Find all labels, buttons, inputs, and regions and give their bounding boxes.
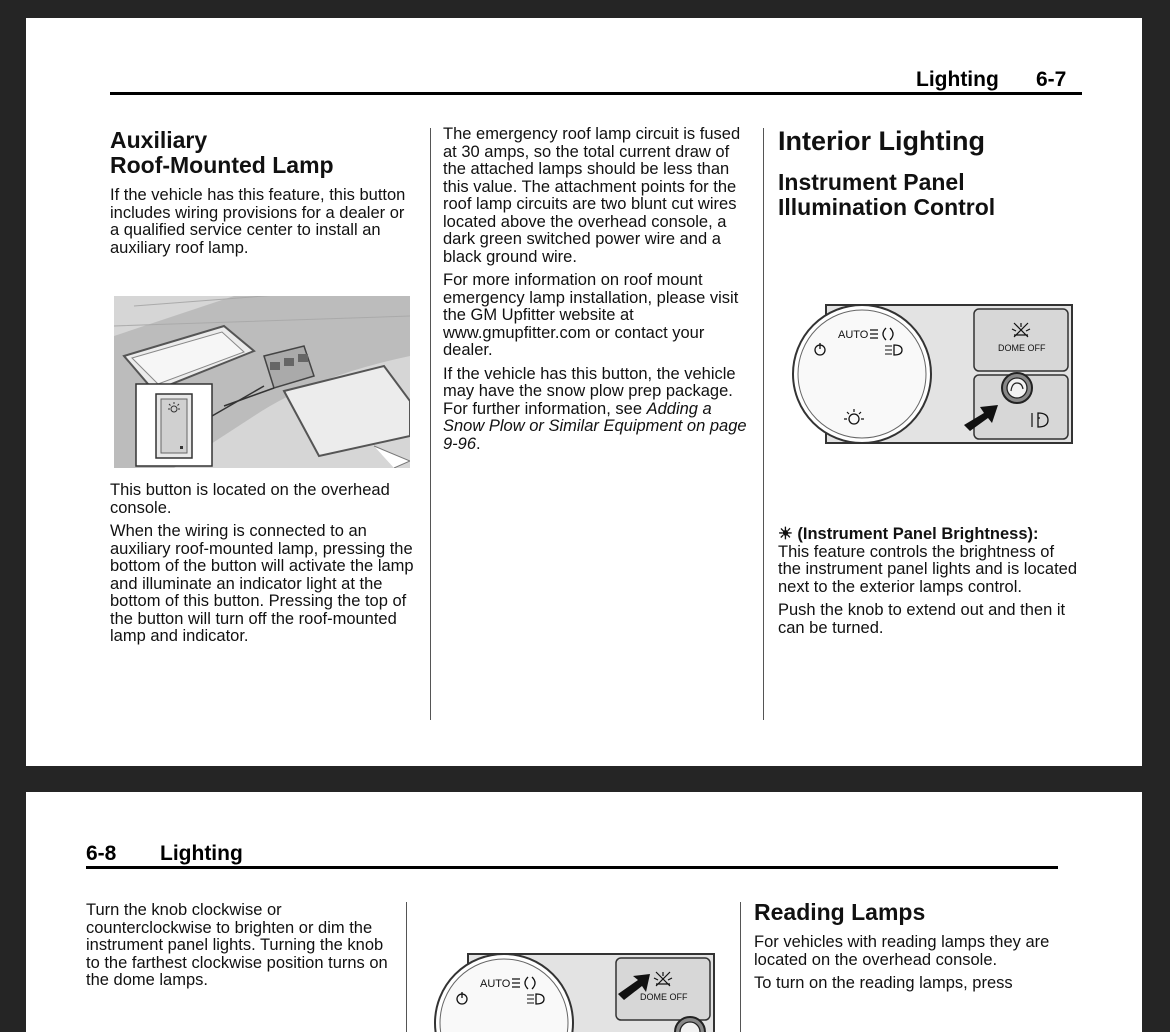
section-heading: Instrument Panel Illumination Control [778, 169, 996, 220]
headlamp-switch-illustration [428, 952, 718, 1032]
column-1-lower [110, 482, 418, 652]
column-divider [430, 128, 431, 720]
paragraph: For vehicles with reading lamps they are located on the overhead console. [754, 933, 1050, 969]
feature-description: This feature controls the brightness of the instrument panel lights and is located next to the exterior lamps control. [778, 542, 1078, 596]
column-3 [778, 126, 1078, 229]
cross-reference: Adding a Snow Plow or Similar Equipment on page 9-96 [443, 399, 747, 453]
manual-page-6-8 [26, 792, 1142, 1032]
paragraph: If the vehicle has this button, the vehicle may have the snow plow prep package. For further information, see Adding a Snow Plow or Similar Equipment on page 9-96. [443, 364, 747, 453]
chapter-heading: Interior Lighting [778, 126, 985, 156]
column-divider [740, 902, 741, 1032]
column-3-lower [778, 526, 1078, 643]
auto-label: AUTO [838, 329, 869, 341]
feature-label: (Instrument Panel Brightness): [797, 525, 1039, 543]
manual-page-6-7 [26, 18, 1142, 766]
header-rule [110, 92, 1082, 95]
column-divider [763, 128, 764, 720]
overhead-console-illustration [114, 296, 410, 468]
header-section-title: Lighting [160, 842, 243, 865]
paragraph: If the vehicle has this feature, this button includes wiring provisions for a dealer or a qualified service center to install an auxiliary roof lamp. [110, 186, 406, 257]
paragraph: Push the knob to extend out and then it can be turned. [778, 601, 1066, 637]
paragraph: The emergency roof lamp circuit is fused at 30 amps, so the total current draw of the attached lamps should be less than this value. The attachment points for the roof lamp circuits are two blunt cut wires located above the overhead console, a dark green switched power wire and a black ground wire. [443, 125, 741, 266]
column-1 [110, 128, 418, 263]
column-2 [443, 126, 753, 459]
header-section-title: Lighting [916, 68, 999, 91]
auto-label: AUTO [480, 978, 511, 990]
paragraph: This button is located on the overhead console. [110, 481, 390, 517]
header-rule [86, 866, 1058, 869]
column-1 [86, 902, 398, 996]
paragraph: For more information on roof mount emergency lamp installation, please visit the GM Upfitter website at www.gmupfitter.com or contact your dealer. [443, 271, 739, 359]
column-3 [754, 900, 1054, 999]
header-page-number: 6-8 [86, 842, 117, 865]
paragraph: Turn the knob clockwise or counterclockwise to brighten or dim the instrument panel lights. Turning the knob to the farthest clockwise position turns on the dome lamps. [86, 901, 388, 989]
section-heading: Reading Lamps [754, 899, 926, 925]
paragraph: To turn on the reading lamps, press [754, 974, 1013, 992]
paragraph: When the wiring is connected to an auxiliary roof-mounted lamp, pressing the bottom of the button will activate the lamp and illuminate an indicator light at the bottom of this button. Pressing the top of the button will turn off the roof-mounted lamp and indicator. [110, 522, 414, 645]
header-page-number: 6-7 [1036, 68, 1067, 91]
paragraph [778, 526, 1078, 596]
dome-off-label: DOME OFF [640, 992, 688, 1002]
column-divider [406, 902, 407, 1032]
instrument-panel-brightness-icon: ☀ [778, 525, 793, 543]
headlamp-switch-illustration [786, 303, 1076, 448]
dome-off-label: DOME OFF [998, 343, 1046, 353]
section-heading: Auxiliary Roof-Mounted Lamp [110, 127, 334, 178]
